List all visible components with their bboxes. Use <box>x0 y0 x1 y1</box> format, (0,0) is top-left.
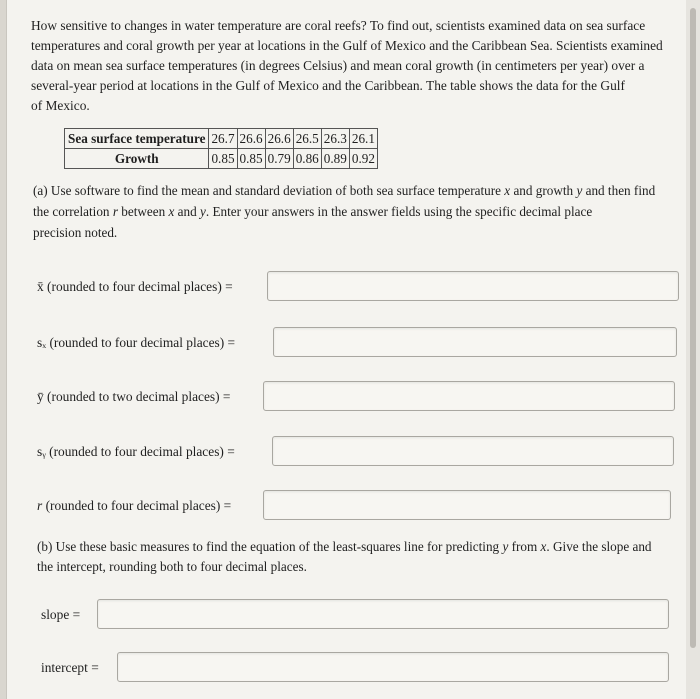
ybar-input[interactable] <box>263 381 675 411</box>
row-header-temperature: Sea surface temperature <box>65 129 209 149</box>
intercept-input[interactable] <box>117 652 669 682</box>
question-intro <box>31 16 681 116</box>
part-b-line: (b) Use these basic measures to find the equation of the least-squares line for predicting y from x. Give the slope and <box>37 539 652 554</box>
intro-line: temperatures and coral growth per year at locations in the Gulf of Mexico and the Caribbean Sea. Scientists examined <box>31 38 663 53</box>
table-cell: 26.1 <box>349 129 377 149</box>
part-a-line: (a) Use software to find the mean and standard deviation of both sea surface temperature x and growth y and then find <box>33 183 656 198</box>
r-label: r (rounded to four decimal places) = <box>37 498 232 513</box>
table-cell: 0.92 <box>349 149 377 169</box>
sy-input[interactable] <box>272 436 674 466</box>
table-row <box>65 129 378 149</box>
part-a-line: the correlation r between x and y. Enter your answers in the answer fields using the specific decimal place <box>33 204 593 219</box>
table-cell: 26.5 <box>293 129 321 149</box>
scrollbar[interactable] <box>686 0 700 699</box>
scrollbar-thumb[interactable] <box>690 8 696 648</box>
table-cell: 0.79 <box>265 149 293 169</box>
table-cell: 0.85 <box>237 149 265 169</box>
intro-line: data on mean sea surface temperatures (in degrees Celsius) and mean coral growth (in centimeters per year) over a <box>31 58 645 73</box>
slope-label: slope = <box>41 607 81 622</box>
question-page <box>6 0 687 699</box>
part-a-line: precision noted. <box>33 225 118 240</box>
part-a-instructions <box>33 180 683 243</box>
table-row <box>65 149 378 169</box>
table-cell: 26.3 <box>321 129 349 149</box>
xbar-label: x̄ (rounded to four decimal places) = <box>37 279 233 294</box>
intro-line: several-year period at locations in the Gulf of Mexico and the Caribbean. The table shows the data for the Gulf <box>31 78 625 93</box>
table-cell: 26.6 <box>265 129 293 149</box>
table-cell: 0.89 <box>321 149 349 169</box>
sy-label: sᵧ (rounded to four decimal places) = <box>37 444 235 459</box>
row-header-growth: Growth <box>65 149 209 169</box>
ybar-label: ȳ (rounded to two decimal places) = <box>37 389 231 404</box>
sx-label: sₓ (rounded to four decimal places) = <box>37 335 236 350</box>
sx-input[interactable] <box>273 327 677 357</box>
r-input[interactable] <box>263 490 671 520</box>
data-table <box>64 128 378 169</box>
part-b-instructions <box>37 537 677 577</box>
table-cell: 0.85 <box>209 149 237 169</box>
part-b-line: the intercept, rounding both to four decimal places. <box>37 559 307 574</box>
slope-input[interactable] <box>97 599 669 629</box>
intercept-label: intercept = <box>41 660 99 675</box>
table-cell: 26.7 <box>209 129 237 149</box>
xbar-input[interactable] <box>267 271 679 301</box>
table-cell: 26.6 <box>237 129 265 149</box>
intro-line: How sensitive to changes in water temperature are coral reefs? To find out, scientists examined data on sea surface <box>31 18 646 33</box>
intro-line: of Mexico. <box>31 98 90 113</box>
table-cell: 0.86 <box>293 149 321 169</box>
